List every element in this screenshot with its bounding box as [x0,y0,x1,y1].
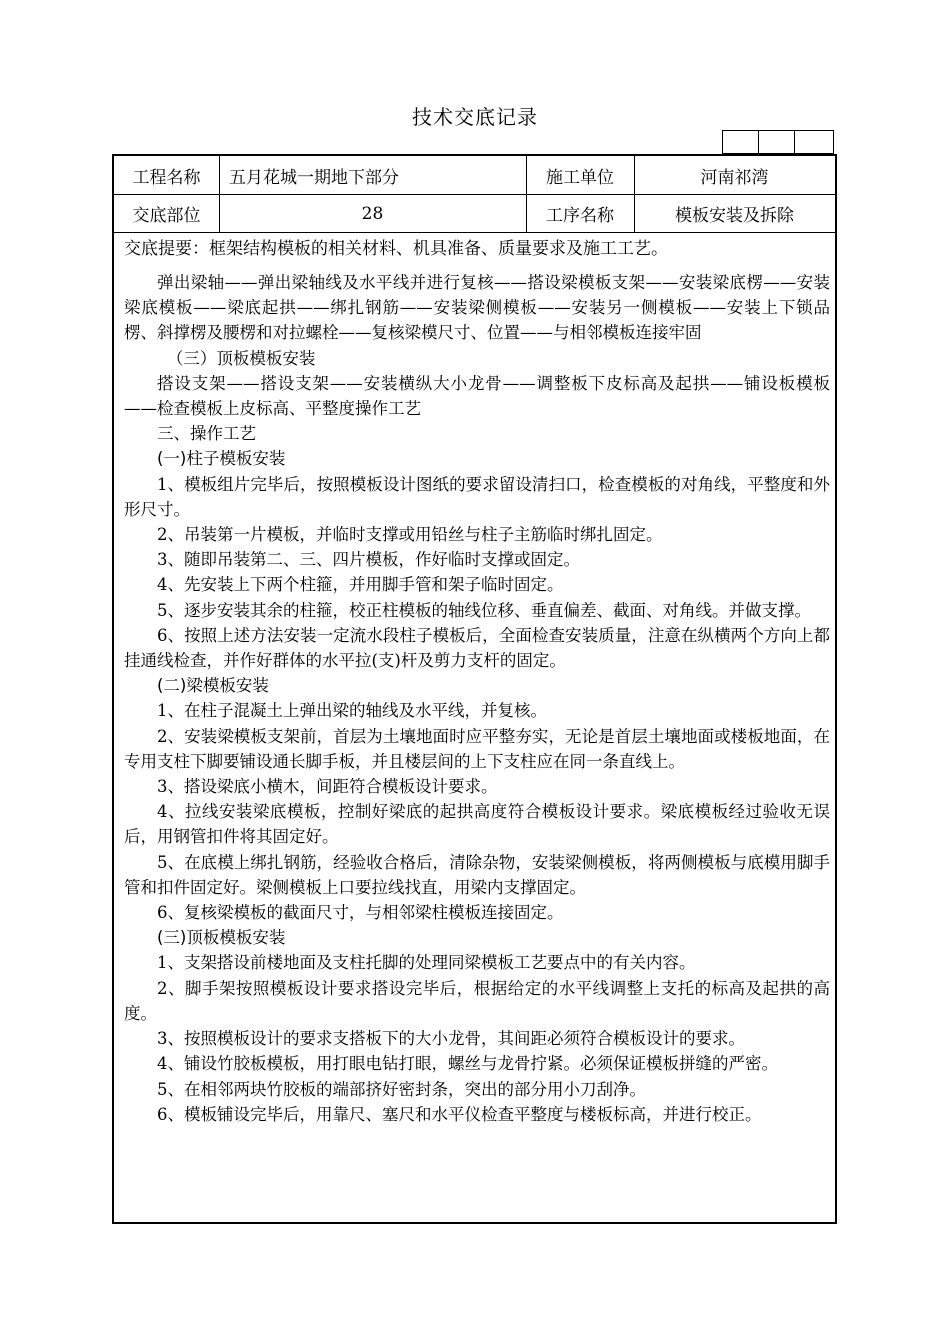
section-heading: (三)顶板模板安装 [157,928,286,948]
location-value: 28 [361,203,384,224]
section-heading: (二)梁模板安装 [157,676,269,696]
process-value: 模板安装及拆除 [675,206,794,226]
contractor-label: 施工单位 [546,167,614,188]
body-paragraph: 2、脚手架按照模板设计要求搭设完毕后，根据给定的水平线调整上支托的标高及起拱的高度。 [124,978,830,1023]
body-paragraph: 搭设支架——搭设支架——安装横纵大小龙骨——调整板下皮标高及起拱——铺设板模板——检查模板上皮标高、平整度操作工艺 [124,373,830,419]
disclosure-summary: 交底提要：框架结构模板的相关材料、机具准备、质量要求及施工工艺。 [124,239,668,259]
disclosure-form [112,154,837,1224]
disclosure-body [124,270,830,1127]
body-paragraph: 4、铺设竹胶板模板，用打眼电钻打眼，螺丝与龙骨拧紧。必须保证模板拼缝的严密。 [157,1054,778,1074]
body-paragraph: 3、搭设梁底小横木，间距符合模板设计要求。 [157,777,498,797]
body-paragraph: 6、复核梁模板的截面尺寸，与相邻梁柱模板连接固定。 [157,903,564,923]
document-title: 技术交底记录 [412,105,538,129]
body-paragraph: 4、先安装上下两个柱箍，并用脚手管和架子临时固定。 [157,575,564,595]
body-paragraph: 4、拉线安装梁底模板，控制好梁底的起拱高度符合模板设计要求。梁底模板经过验收无误后，用钢管扣件将其固定好。 [124,802,830,847]
contractor-value: 河南祁湾 [700,167,769,188]
project-name-label: 工程名称 [132,167,201,188]
body-paragraph: 6、按照上述方法安装一定流水段柱子模板后，全面检查安装质量，注意在纵横两个方向上都挂通线检查，并作好群体的水平拉(支)杆及剪力支杆的固定。 [124,625,830,671]
body-paragraph: 6、模板铺设完毕后，用靠尺、塞尺和水平仪检查平整度与楼板标高，并进行校正。 [157,1104,762,1124]
body-paragraph: 5、逐步安装其余的柱箍，校正柱模板的轴线位移、垂直偏差、截面、对角线。并做支撑。 [157,600,811,620]
body-paragraph: 5、在底模上绑扎钢筋，经验收合格后，清除杂物，安装梁侧模板，将两侧模板与底模用脚手管和扣件固定好。梁侧模板上口要拉线找直，用梁内支撑固定。 [124,852,830,897]
header-row-2 [114,195,835,233]
body-paragraph: 5、在相邻两块竹胶板的端部挤好密封条，突出的部分用小刀刮净。 [157,1079,646,1099]
number-box-2 [758,130,794,154]
section-heading: （三）顶板模板安装 [166,348,316,368]
body-paragraph: 3、按照模板设计的要求支搭板下的大小龙骨，其间距必须符合模板设计的要求。 [157,1029,745,1049]
section-heading: 三、操作工艺 [157,424,256,444]
body-paragraph: 1、模板组片完毕后，按照模板设计图纸的要求留设清扫口，检查模板的对角线，平整度和外形尺寸。 [124,474,830,519]
body-paragraph: 1、在柱子混凝土上弹出梁的轴线及水平线，并复核。 [157,701,547,721]
body-paragraph: 1、支架搭设前楼地面及支柱托脚的处理同梁模板工艺要点中的有关内容。 [157,953,696,973]
project-name-value: 五月花城一期地下部分 [229,167,399,188]
process-label: 工序名称 [546,206,614,226]
body-paragraph: 2、吊装第一片模板，并临时支撑或用铅丝与柱子主筋临时绑扎固定。 [157,525,663,545]
record-number-boxes [722,130,834,154]
body-paragraph: 2、安装梁模板支架前，首层为土壤地面时应平整夯实，无论是首层土壤地面或楼板地面，在专用支柱下脚要铺设通长脚手板，并且楼层间的上下支柱应在同一条直线上。 [124,726,830,771]
location-label: 交底部位 [132,206,201,226]
body-paragraph: 弹出梁轴——弹出梁轴线及水平线并进行复核——搭设梁模板支架——安装梁底楞——安装梁底模板——梁底起拱——绑扎钢筋——安装梁侧模板——安装另一侧模板——安装上下锁品楞、斜撑楞及腰楞和对拉螺栓——复核梁模尺寸、位置——与相邻模板连接牢固 [124,273,831,343]
number-box-1 [722,130,758,154]
section-heading: (一)柱子模板安装 [157,449,286,469]
header-row-1 [114,156,835,195]
body-paragraph: 3、随即吊装第二、三、四片模板，作好临时支撑或固定。 [157,550,580,570]
number-box-3 [794,130,834,154]
